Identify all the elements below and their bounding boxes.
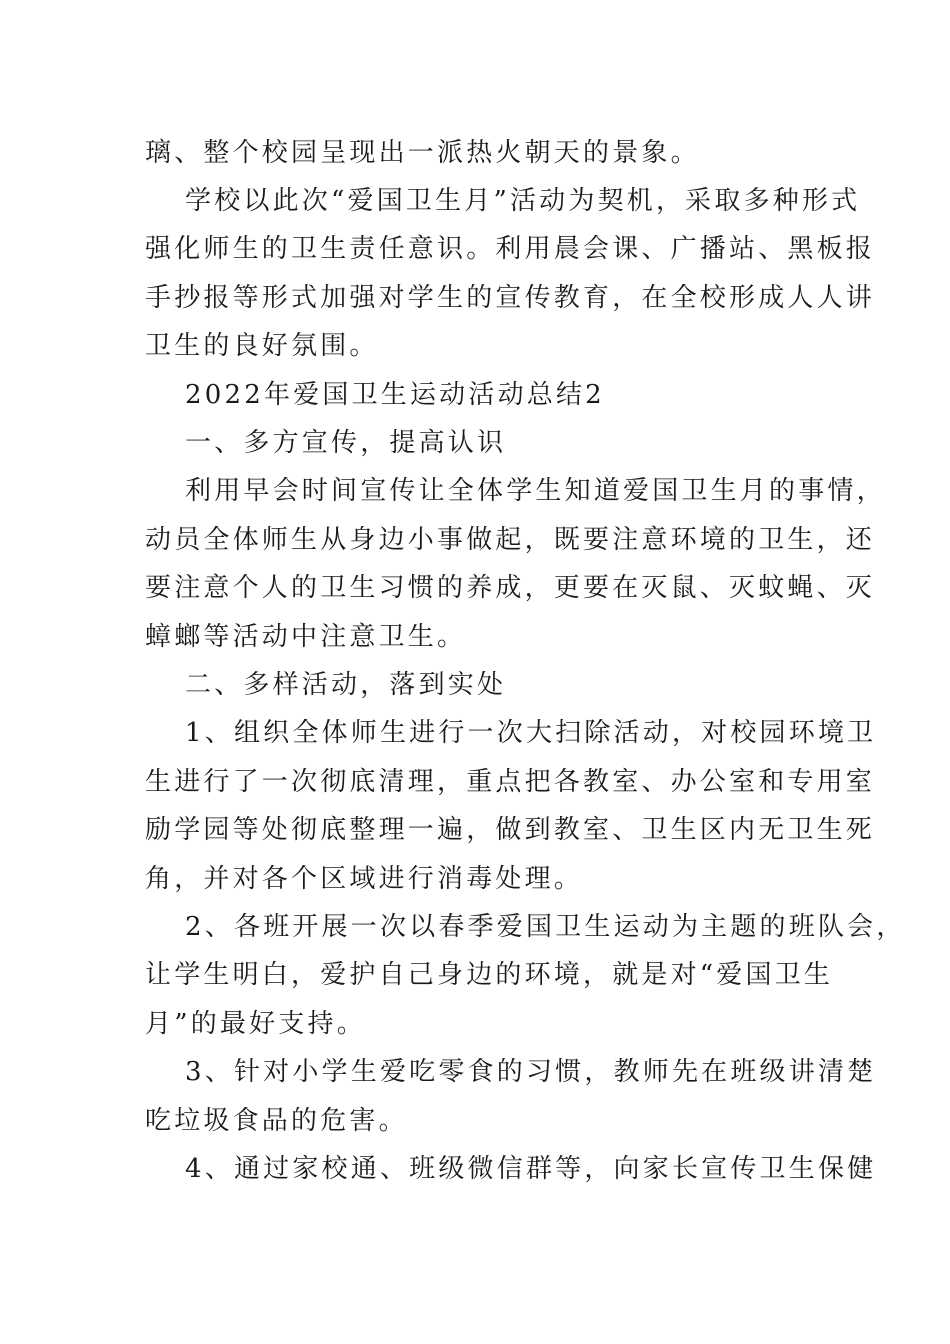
text-line: 手抄报等形式加强对学生的宣传教育，在全校形成人人讲: [145, 283, 876, 313]
text-line: 生进行了一次彻底清理，重点把各教室、办公室和专用室: [145, 767, 876, 797]
text-line: 3、针对小学生爱吃零食的习惯，教师先在班级讲清楚: [185, 1057, 877, 1087]
section-title: 2022年爱国卫生运动活动总结2: [185, 380, 605, 410]
text-line: 强化师生的卫生责任意识。利用晨会课、广播站、黑板报: [145, 234, 876, 264]
text-line: 励学园等处彻底整理一遍，做到教室、卫生区内无卫生死: [145, 815, 876, 845]
text-line: 蟑螂等活动中注意卫生。: [145, 622, 467, 652]
text-line: 动员全体师生从身边小事做起，既要注意环境的卫生，还: [145, 525, 876, 555]
text-line: 月”的最好支持。: [145, 1009, 366, 1039]
text-line: 璃、整个校园呈现出一派热火朝天的景象。: [145, 138, 700, 168]
text-line: 4、通过家校通、班级微信群等，向家长宣传卫生保健: [185, 1154, 877, 1184]
text-line: 2、各班开展一次以春季爱国卫生运动为主题的班队会，: [185, 912, 906, 942]
text-line: 吃垃圾食品的危害。: [145, 1106, 408, 1136]
text-line: 要注意个人的卫生习惯的养成，更要在灭鼠、灭蚊蝇、灭: [145, 573, 876, 603]
section-heading: 二、多样活动，落到实处: [185, 670, 507, 700]
text-line: 让学生明白，爱护自己身边的环境，就是对“爱国卫生: [145, 960, 834, 990]
text-line: 角，并对各个区域进行消毒处理。: [145, 864, 584, 894]
text-line: 卫生的良好氛围。: [145, 331, 379, 361]
section-heading: 一、多方宣传，提高认识: [185, 428, 507, 458]
text-line: 利用早会时间宣传让全体学生知道爱国卫生月的事情，: [185, 476, 886, 506]
text-line: 学校以此次“爱国卫生月”活动为契机，采取多种形式: [185, 186, 861, 216]
text-line: 1、组织全体师生进行一次大扫除活动，对校园环境卫: [185, 718, 877, 748]
